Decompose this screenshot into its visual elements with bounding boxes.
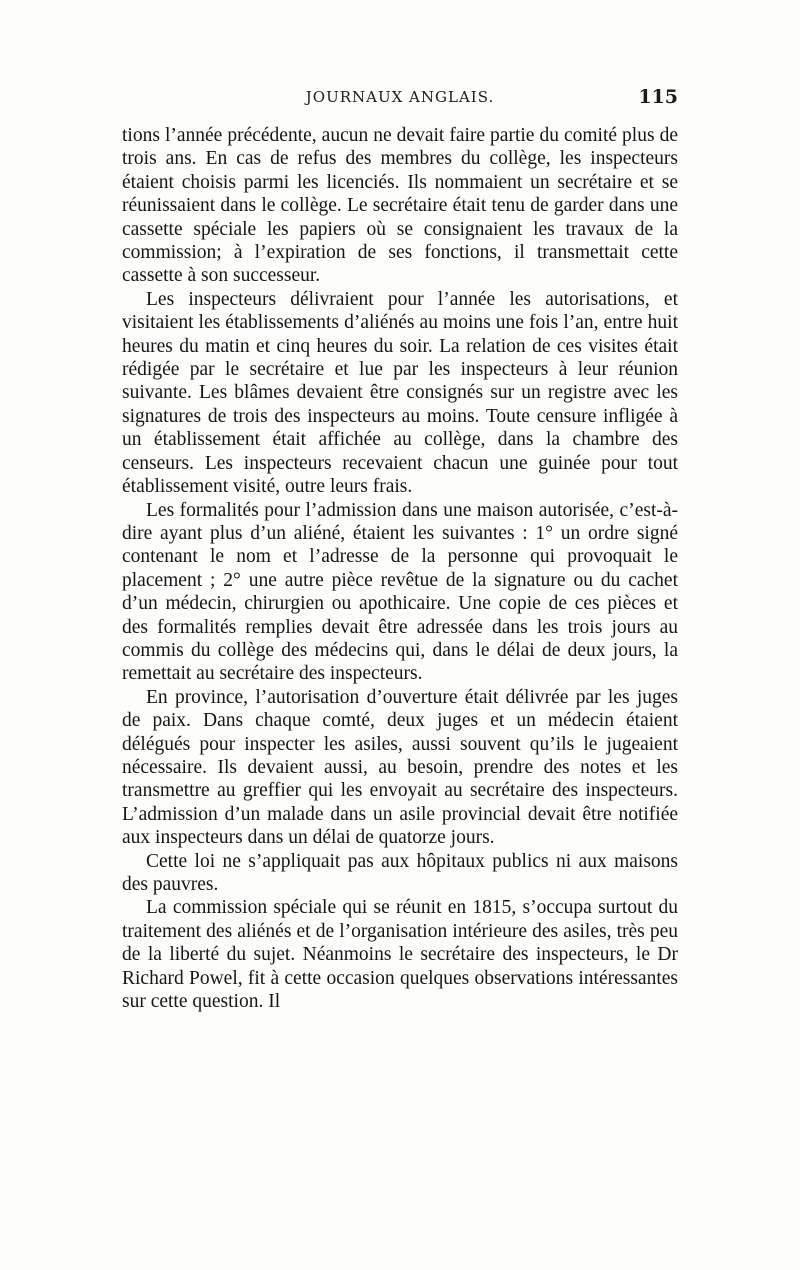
paragraph-inspecteurs: Les inspecteurs délivraient pour l’année les autorisations, et visitaient les établissements d’aliénés au moins une fois l’an, entre huit heures du matin et cinq heures du soir. La relation de ces visites était rédigée par le secrétaire et lue par les inspecteurs à leur réunion suivante. Les blâmes devaient être consignés sur un registre avec les signatures de trois des inspecteurs au moins. Toute censure infligée à un établissement était affichée au collège, dans la chambre des censeurs. Les inspecteurs recevaient chacun une guinée pour tout établissement visité, outre leurs frais. (122, 288, 678, 498)
paragraph-loi: Cette loi ne s’appliquait pas aux hôpitaux publics ni aux maisons des pauvres. (122, 850, 678, 895)
body-text (122, 124, 678, 1013)
page-number: 115 (638, 86, 678, 108)
paragraph-province: En province, l’autorisation d’ouverture était délivrée par les juges de paix. Dans chaque comté, deux juges et un médecin étaient délégués pour inspecter les asiles, aussi souvent qu’ils le jugeaient nécessaire. Ils devaient aussi, au besoin, prendre des notes et les transmettre au greffier qui les envoyait au secrétaire des inspecteurs. L’admission d’un malade dans un asile provincial devait être notifiée aux inspecteurs dans un délai de quatorze jours. (122, 686, 678, 849)
running-title: JOURNAUX ANGLAIS. (305, 88, 495, 106)
paragraph-admission: Les formalités pour l’admission dans une maison autorisée, c’est-à-dire ayant plus d’un aliéné, étaient les suivantes : 1° un ordre signé contenant le nom et l’adresse de la personne qui provoquait le placement ; 2° une autre pièce revêtue de la signature ou du cachet d’un médecin, chirurgien ou apothicaire. Une copie de ces pièces et des formalités remplies devait être adressée dans les trois jours au commis du collège des médecins qui, dans le délai de deux jours, la remettait au secrétaire des inspecteurs. (122, 499, 678, 685)
paragraph-continued: tions l’année précédente, aucun ne devait faire partie du comité plus de trois ans. En cas de refus des membres du collège, les inspecteurs étaient choisis parmi les licenciés. Ils nommaient un secrétaire et se réunissaient dans le collège. Le secrétaire était tenu de garder dans une cassette spéciale les papiers où se consignaient les travaux de la commission; à l’expiration de ses fonctions, il transmettait cette cassette à son successeur. (122, 125, 678, 287)
paragraph-commission: La commission spéciale qui se réunit en 1815, s’occupa surtout du traitement des aliénés et de l’organisation intérieure des asiles, très peu de la liberté du sujet. Néanmoins le secrétaire des inspecteurs, le Dr Richard Powel, fit à cette occasion quelques observations intéressantes sur cette question. Il (122, 897, 678, 1013)
running-head (122, 88, 678, 114)
